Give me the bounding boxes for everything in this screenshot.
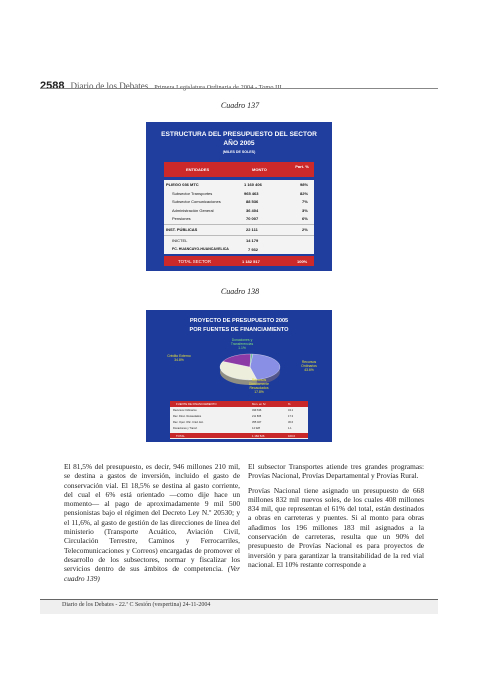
row-part: 98%: [300, 182, 309, 187]
pie-label-directamente: [244, 378, 274, 394]
table-subtitle: (MILES DE SOLES): [222, 150, 256, 154]
pie-label-value: 17.8%: [254, 390, 264, 394]
row-part: 7%: [302, 199, 308, 204]
funding-row-label: Rec. Direc. Recaudados: [173, 414, 202, 418]
funding-total-label: TOTAL: [176, 433, 185, 438]
funding-table: [170, 401, 308, 439]
pie-label-donaciones: [228, 338, 256, 350]
funding-row-label: Rec. Oper. Ofic. Créd. Ext.: [173, 420, 204, 424]
row-monto: 36 404: [246, 207, 259, 213]
pie-label-ordinarios: [296, 360, 322, 372]
pie-label-credito: [164, 354, 194, 362]
pie-label-text: Recursos: [251, 378, 267, 382]
body-column-left: [64, 462, 240, 588]
pie-label-text: Directamente: [248, 382, 270, 386]
row-monto: 70 007: [246, 216, 259, 221]
row-monto: 88 536: [246, 199, 259, 204]
funding-total-pct: 100.0: [288, 433, 295, 438]
figure-title-line1: PROYECTO DE PRESUPUESTO 2005: [189, 318, 289, 324]
paragraph: Provías Nacional tiene asignado un presupuesto de 668 millones 832 mil nuevos soles, de los cuales 408 millones 834 mil, que representan el 61% del total, están destinados a obras en carreteras y puentes. Si al monto para obras añadimos los 196 millones 183 mil asignados a la conservación de carreteras, resulta que un 90% del presupuesto de Provías Nacional es para proyectos de inversión y para garantizar la transitabilidad de la red vial nacional. El 10% restante corresponde a: [248, 485, 424, 569]
row-label: Subsector Transportes: [172, 190, 213, 196]
funding-total-monto: 1 182 526: [252, 433, 265, 438]
paragraph: El subsector Transportes atiende tres grandes programas: Provías Nacional, Provías Departamental y Provías Rural.: [248, 462, 424, 481]
funding-row-pct: 30.6: [288, 420, 294, 424]
funding-row-monto: 211 835: [252, 414, 262, 418]
funding-table-body: [170, 407, 308, 433]
table-title-line1: ESTRUCTURA DEL PRESUPUESTO DEL SECTOR: [161, 131, 317, 138]
header-rule: [40, 88, 438, 89]
table-total-row: [164, 256, 314, 266]
pie-label-text: Crédito Externo: [167, 354, 191, 358]
paragraph-text: El 81,5% del presupuesto, es decir, 946 millones 210 mil, se destina a gastos de inversión, incluido el gasto de conservación vial. El 18,5% se destina al gasto corriente, del cual el 6% está orientado —como dije hace un momento— al pago de aproximadamente 9 mil 500 pensionistas bajo el régimen del Decreto Ley N.º 20530; y el 11,6%, al gasto de gestión de las direcciones de línea del ministerio (Transporte Acuático, Aviación Civil, Circulación Terrestre, Caminos y Ferrocarriles, Telecomunicaciones y Correos) encargadas de promover el desarrollo de los subsectores, normar y fiscalizar los servicios dentro de sus ámbitos de competencia.: [64, 462, 240, 574]
journal-name: Diario de los Debates: [70, 81, 149, 91]
table-row: [164, 180, 314, 189]
row-monto: 22 111: [246, 227, 258, 232]
funding-row-monto: 355 027: [252, 420, 262, 424]
funding-row-label: Recursos Ordinarios: [173, 408, 197, 412]
table-row: [164, 197, 314, 206]
total-part: 100%: [297, 259, 308, 264]
table-row: [164, 236, 314, 245]
funding-row-monto: 14 328: [252, 426, 260, 430]
col-header-entidades: ENTIDADES: [186, 167, 210, 172]
pie-label-text: Recursos: [301, 360, 317, 364]
row-part: 82%: [300, 190, 309, 196]
funding-col-monto: Mon. en S/.: [252, 402, 267, 406]
pie-label-text: Transferencias: [230, 342, 254, 346]
page-number: 2588: [40, 80, 65, 92]
table-title-line2: AÑO 2005: [223, 140, 255, 147]
funding-row-pct: 43.1: [288, 408, 294, 412]
page-footer: [40, 599, 438, 614]
col-header-part: Part. %: [295, 164, 309, 169]
table-row: [164, 245, 314, 254]
pie-label-value: 43.6%: [304, 368, 314, 372]
row-label: INICTEL: [172, 238, 188, 243]
funding-row-pct: 17.3: [288, 414, 294, 418]
paragraph: [64, 462, 240, 583]
row-part: 2%: [302, 227, 308, 232]
pie-label-text: Donaciones y: [231, 338, 253, 342]
funding-sources-figure: [146, 310, 332, 442]
caption-cuadro-137: Cuadro 137: [220, 101, 260, 110]
funding-row-monto: 499 636: [252, 408, 262, 412]
row-monto: 965 463: [244, 190, 259, 196]
table-row: [164, 189, 314, 198]
row-label: Subsector Comunicaciones: [172, 199, 221, 204]
pie-label-value: 1.1%: [238, 346, 246, 350]
row-part: 6%: [302, 216, 308, 221]
cross-reference: (Ver cuadro 139): [64, 564, 240, 583]
row-part: 3%: [302, 207, 308, 213]
table-row: [164, 206, 314, 215]
funding-table-total: [170, 433, 308, 439]
table-row: [170, 426, 308, 432]
row-monto: 7 932: [248, 246, 259, 252]
row-monto: 1 160 406: [244, 182, 262, 187]
figure-title-line2: POR FUENTES DE FINANCIAMIENTO: [189, 327, 289, 333]
row-label: Administración General: [172, 207, 214, 213]
funding-row-label: Donaciones y Transf.: [173, 426, 198, 430]
page-header: [40, 76, 440, 92]
pie-label-text: Ordinarios: [301, 364, 317, 368]
col-header-monto: MONTO: [252, 167, 267, 172]
row-monto: 14 179: [246, 238, 259, 243]
row-label: Pensiones: [172, 216, 191, 221]
funding-row-pct: 1.1: [288, 426, 292, 430]
footer-text: Diario de los Debates - 22.ª C Sesión (vespertina) 24-11-2004: [62, 602, 211, 608]
row-label: FC. HUANCAYO-HUANCAVELICA: [172, 246, 229, 251]
total-monto: 1 182 517: [242, 259, 260, 264]
header-title: Primera Legislatura Ordinaria de 2004 - Tomo III: [154, 84, 282, 91]
table-row: [164, 225, 314, 234]
budget-structure-table: [146, 122, 332, 271]
funding-col-fuente: FUENTE DE FINANCIAMIENTO: [176, 402, 217, 406]
table-body: [164, 180, 314, 254]
body-column-right: [248, 462, 424, 574]
row-label: INST. PÚBLICAS: [166, 227, 198, 232]
total-label: TOTAL SECTOR: [178, 259, 212, 264]
caption-cuadro-138: Cuadro 138: [220, 287, 260, 296]
funding-col-pct: %: [288, 402, 291, 406]
table-header-row: [164, 162, 314, 177]
pie-label-text: Recaudados: [249, 386, 269, 390]
row-label: PLIEGO 036 MTC: [166, 182, 199, 187]
table-row: [164, 214, 314, 223]
pie-label-value: 34.8%: [174, 358, 184, 362]
